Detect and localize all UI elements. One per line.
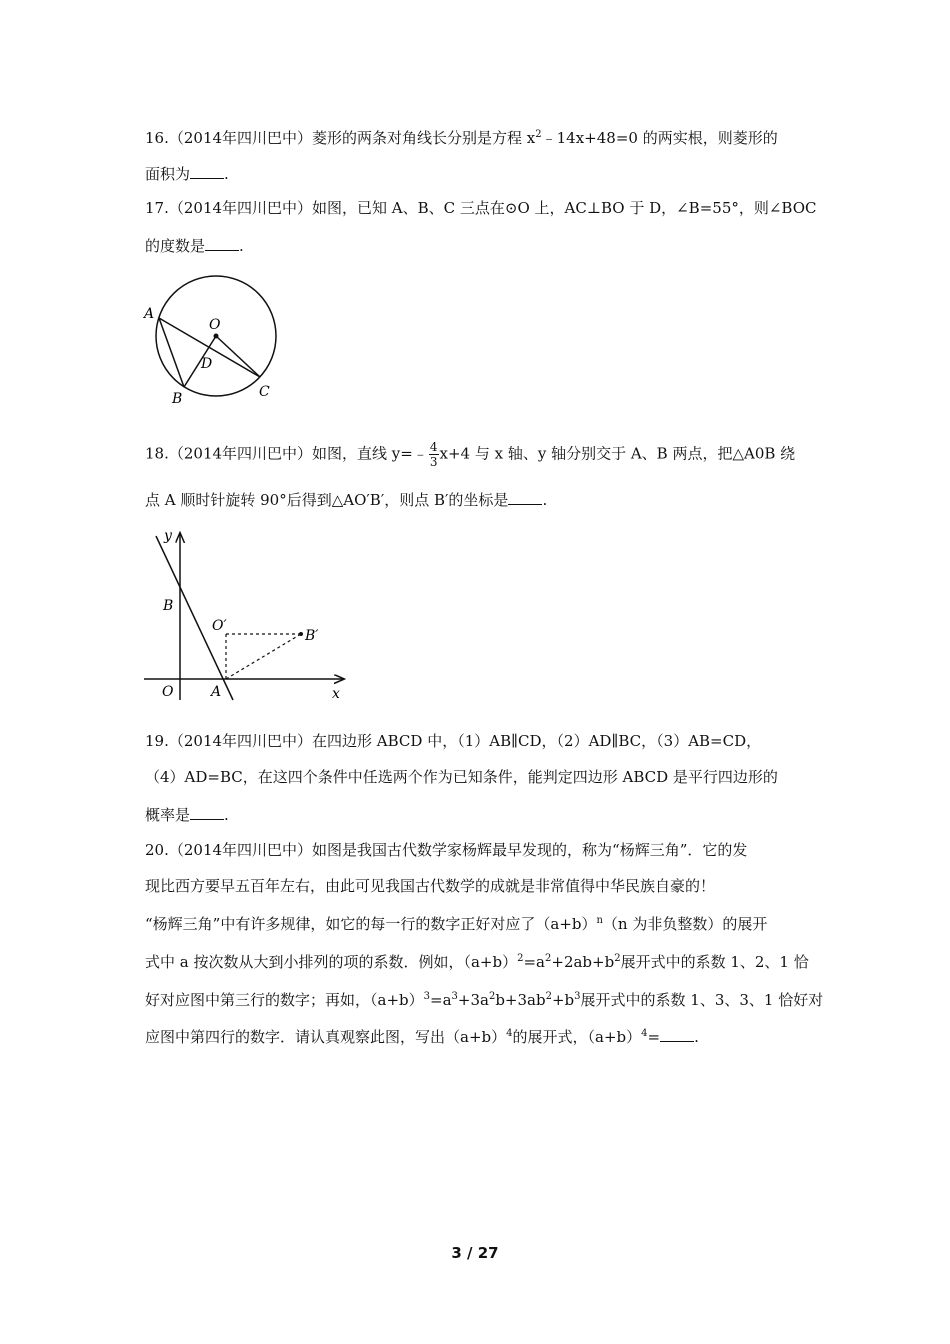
q18-fraction xyxy=(429,440,439,469)
label-o-prime: O′ xyxy=(212,618,227,634)
q20-text-4a: 式中 a 按次数从大到小排列的项的系数．例如，（a+b） xyxy=(145,953,518,971)
label-b: B xyxy=(163,598,174,614)
q19-text-2: （4）AD=BC，在这四个条件中任选两个作为已知条件，能判定四边形 ABCD 是平行四边形的 xyxy=(145,768,778,786)
q20-period: . xyxy=(694,1028,699,1046)
q16-exponent: 2 xyxy=(535,129,542,140)
q18-coordinate-figure xyxy=(138,524,358,704)
label-a: A xyxy=(144,306,155,322)
q17-text-2: 的度数是 xyxy=(145,237,206,255)
label-x: x xyxy=(332,686,340,702)
q20-text-4c: +2ab+b xyxy=(551,953,615,971)
q19-period: . xyxy=(224,806,229,824)
q20-text-1: 20.（2014年四川巴中）如图是我国古代数学家杨辉最早发现的，称为“杨辉三角”．它的发 xyxy=(145,841,748,859)
q20-text-5c: +3a xyxy=(457,991,489,1009)
exponent: 4 xyxy=(641,1028,648,1039)
q16-text: 16.（2014年四川巴中）菱形的两条对角线长分别是方程 x xyxy=(145,129,536,147)
q20-text-3b: （n 为非负整数）的展开 xyxy=(602,915,768,933)
label-b-prime: B′ xyxy=(305,628,319,644)
q19-line3 xyxy=(145,805,229,825)
label-b: B xyxy=(172,391,183,407)
answer-blank[interactable] xyxy=(190,805,224,820)
frac-denominator: 3 xyxy=(429,455,438,469)
q20-text-2: 现比西方要早五百年左右，由此可见我国古代数学的成就是非常值得中华民族自豪的！ xyxy=(145,877,716,895)
center-point xyxy=(214,334,219,339)
exponent: 2 xyxy=(614,953,621,964)
exponent: 3 xyxy=(423,991,430,1002)
q20-line2 xyxy=(145,876,715,896)
q20-line4 xyxy=(145,952,809,972)
point-b-prime xyxy=(299,632,303,636)
label-y: y xyxy=(164,528,172,544)
exponent: 2 xyxy=(545,953,552,964)
exponent: 2 xyxy=(488,991,496,1002)
q17-circle-figure xyxy=(138,270,288,410)
answer-blank[interactable] xyxy=(190,164,224,179)
q18-text: 18.（2014年四川巴中）如图，直线 y= xyxy=(145,444,413,463)
label-o: O xyxy=(209,317,221,333)
q19-text-3: 概率是 xyxy=(145,806,191,824)
q17-period: . xyxy=(239,237,244,255)
label-c: C xyxy=(259,384,270,400)
q20-line6 xyxy=(145,1027,699,1047)
q18-text-cont: x+4 与 x 轴、y 轴分别交于 A、B 两点，把△A0B 绕 xyxy=(439,444,796,463)
q16-text-2: 面积为 xyxy=(145,165,191,183)
frac-numerator: 4 xyxy=(429,440,438,454)
q19-line2 xyxy=(145,767,778,787)
exponent: 3 xyxy=(451,991,458,1002)
q20-text-6b: 的展开式，（a+b） xyxy=(512,1028,642,1046)
q17-line1 xyxy=(145,198,817,218)
dash-ab-prime xyxy=(226,634,301,679)
exponent: 4 xyxy=(506,1028,513,1039)
q20-text-3a: “杨辉三角”中有许多规律，如它的每一行的数字正好对应了（a+b） xyxy=(145,915,597,933)
q18-period: . xyxy=(542,491,548,509)
label-d: D xyxy=(201,356,213,372)
q20-line1 xyxy=(145,840,747,860)
q20-line3 xyxy=(145,914,767,934)
exponent: n xyxy=(596,915,603,926)
answer-blank[interactable] xyxy=(205,236,239,251)
q20-text-5b: =a xyxy=(430,991,452,1009)
q19-text: 19.（2014年四川巴中）在四边形 ABCD 中，（1）AB∥CD，（2）AD∥BC，（3）AB=CD， xyxy=(145,732,762,750)
label-a: A xyxy=(211,684,222,700)
answer-blank[interactable] xyxy=(508,490,542,505)
q20-text-5f: 展开式中的系数 1、3、3、1 恰好对 xyxy=(580,991,824,1009)
q20-text-6c: = xyxy=(647,1028,661,1046)
q16-text-cont: ﹣14x+48=0 的两实根，则菱形的 xyxy=(541,129,778,147)
q20-text-5a: 好对应图中第三行的数字；再如，（a+b） xyxy=(145,991,424,1009)
q20-text-5e: +b xyxy=(551,991,575,1009)
q18-text-2: 点 A 顺时针旋转 90°后得到△AO′B′，则点 B′的坐标是 xyxy=(145,491,509,509)
q16-line1 xyxy=(145,128,778,148)
q19-line1 xyxy=(145,731,761,751)
q20-line5 xyxy=(145,990,823,1010)
exponent: 2 xyxy=(545,991,552,1002)
q18-line2 xyxy=(145,490,547,510)
q20-text-4d: 展开式中的系数 1、2、1 恰 xyxy=(620,953,809,971)
q20-text-5d: b+3ab xyxy=(495,991,546,1009)
exponent: 3 xyxy=(574,991,581,1002)
q20-text-4b: =a xyxy=(523,953,545,971)
segment-oc xyxy=(216,336,260,377)
q18-line1 xyxy=(145,440,795,469)
exponent: 2 xyxy=(517,953,524,964)
answer-blank[interactable] xyxy=(660,1027,694,1042)
q16-line2 xyxy=(145,164,229,184)
q16-period: . xyxy=(224,165,229,183)
q20-text-6a: 应图中第四行的数字．请认真观察此图，写出（a+b） xyxy=(145,1028,507,1046)
q18-minus: ﹣ xyxy=(412,444,428,463)
page-number: 3 / 27 xyxy=(451,1244,499,1262)
q17-line2 xyxy=(145,236,244,256)
q17-text: 17.（2014年四川巴中）如图，已知 A、B、C 三点在⊙O 上，AC⊥BO 于 D，∠B=55°，则∠BOC xyxy=(145,199,817,217)
label-o: O xyxy=(162,684,174,700)
